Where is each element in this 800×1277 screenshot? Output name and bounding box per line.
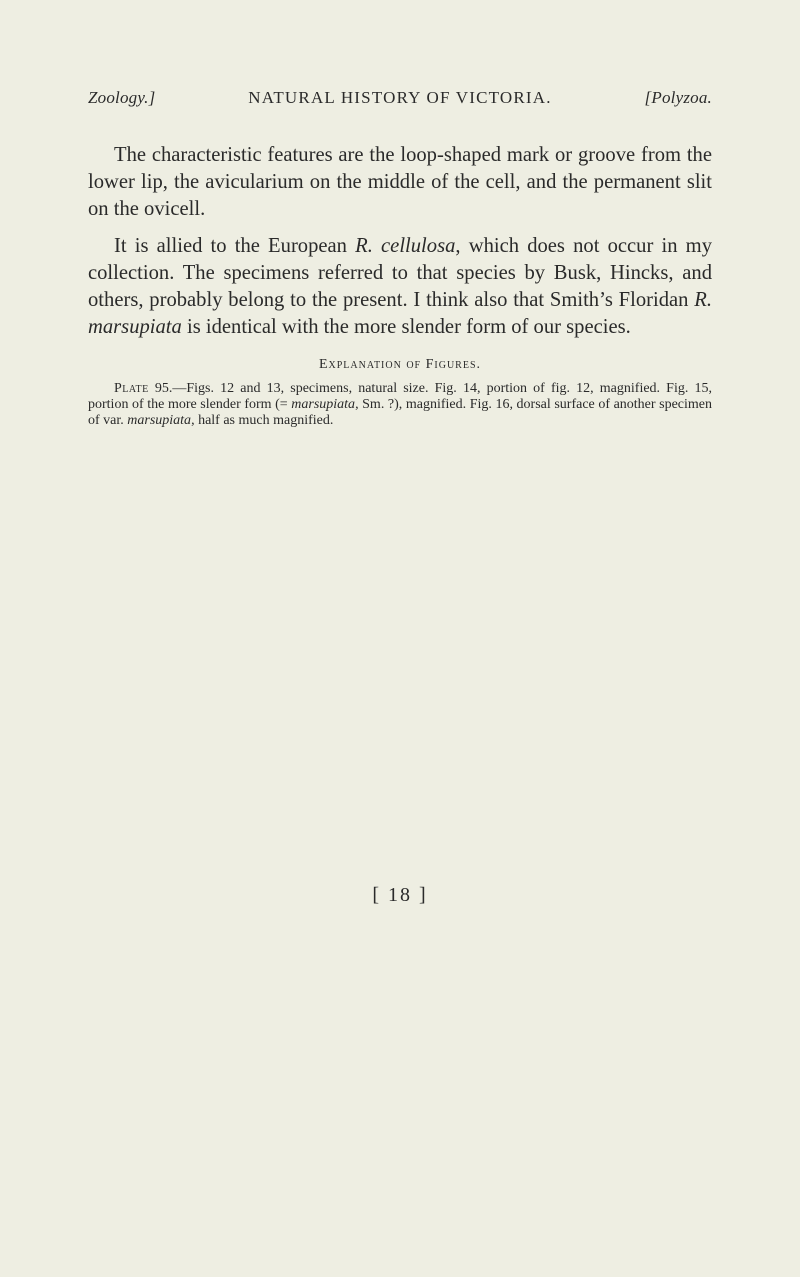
paragraph-features: The characteristic features are the loop-shaped mark or groove from the lower lip, the avicularium on the middle of the cell, and the permanent slit on the ovicell. [88, 144, 712, 220]
running-head-title: NATURAL HISTORY OF VICTORIA. [248, 88, 552, 107]
species-name: R. cellulosa [355, 235, 456, 258]
text-segment: , half as much magnified. [191, 413, 334, 429]
text-segment: 95.—Figs. 12 and 13, specimens, natural size. Fig. 14, portion of fig. 12, magnified. Fig. 15, portion of the more slender form (= [88, 380, 712, 412]
running-head-group: [Polyzoa. [644, 88, 712, 107]
species-name: marsupiata [291, 396, 356, 412]
text-segment: It is allied to the European [114, 235, 356, 258]
text-segment: is identical with the more slender form of our species. [181, 315, 631, 338]
running-head [88, 88, 712, 114]
plate-label: Plate [114, 380, 149, 396]
body-text [88, 142, 712, 341]
page-number: [ 18 ] [372, 884, 428, 906]
species-name: marsupiata [127, 413, 192, 429]
text-segment: , Sm. ?), magnified. Fig. 16, dorsal surface of another specimen of var. [88, 396, 713, 429]
text-segment: , which does not occur in my collection. The specimens referred to that species by Busk, Hincks, and others, probably belong to the present. I think also that Smith’s Floridan [88, 235, 712, 311]
running-head-section: Zoology.] [88, 88, 156, 107]
species-name: R. marsupiata [88, 288, 712, 338]
explanation-heading: Explanation of Figures. [318, 356, 482, 372]
paragraph-affinities [88, 233, 712, 340]
page-content [88, 88, 712, 430]
plate-explanation [88, 381, 712, 430]
